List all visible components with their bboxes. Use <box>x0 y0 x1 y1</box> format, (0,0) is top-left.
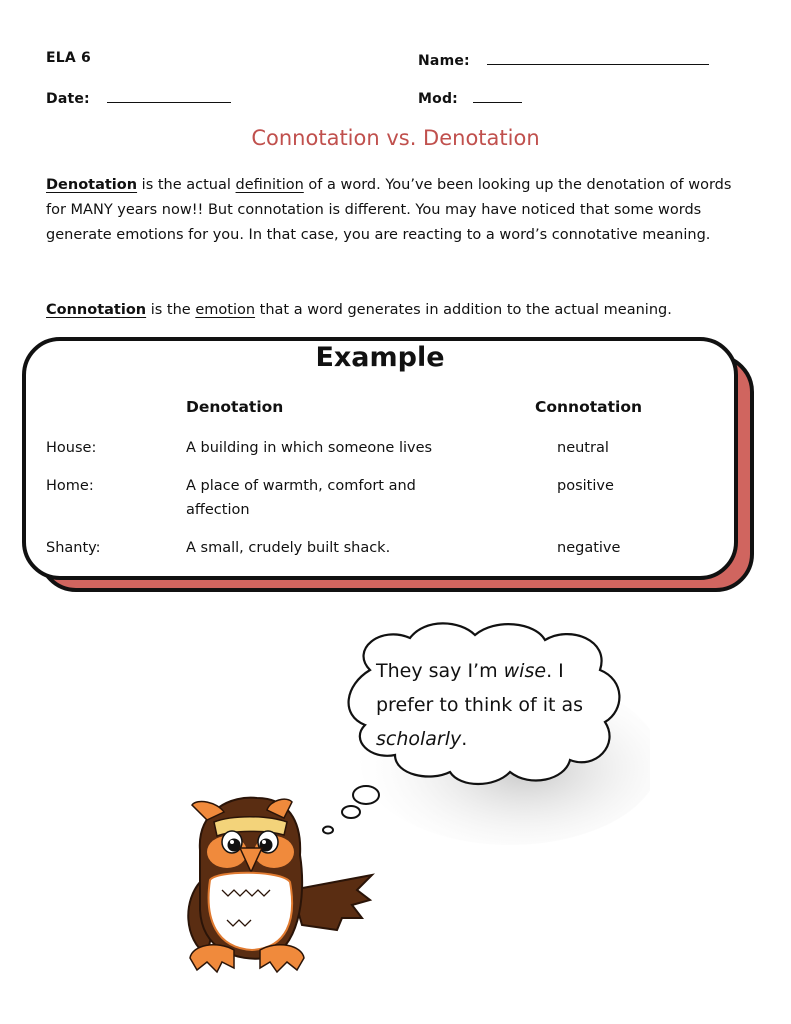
name-blank-line[interactable] <box>487 50 709 65</box>
name-field[interactable] <box>418 50 709 69</box>
connotation-term: Connotation <box>46 302 147 318</box>
paragraph-text: is the <box>146 302 196 318</box>
paragraph-text: is the actual <box>137 177 236 193</box>
denotation-term: Denotation <box>46 177 138 193</box>
denotation-paragraph <box>46 173 746 248</box>
class-label: ELA 6 <box>46 50 91 66</box>
bubble-line-2: prefer to think of it as <box>376 694 584 716</box>
column-header-connotation: Connotation <box>535 398 643 416</box>
mod-field[interactable] <box>418 88 522 107</box>
name-label: Name: <box>418 53 470 69</box>
row-word: Shanty: <box>46 540 101 556</box>
owl-icon <box>172 790 377 980</box>
row-denotation: A place of warmth, comfort and affection <box>186 478 416 518</box>
bubble-line-1: They say I’m wise. I <box>376 660 564 682</box>
paragraph-text: that a word generates in addition to the actual meaning. <box>255 302 672 318</box>
row-connotation: negative <box>557 540 621 556</box>
thought-bubble-text <box>376 654 616 756</box>
row-word: Home: <box>46 478 94 494</box>
row-denotation: A small, crudely built shack. <box>186 540 391 556</box>
example-title: Example <box>315 342 445 373</box>
row-denotation: A building in which someone lives <box>186 440 433 456</box>
definition-keyword: definition <box>235 177 304 193</box>
date-label: Date: <box>46 91 90 107</box>
paragraph-text: of a word. You’ve been looking up the denotation of words for MANY years now!! But connotation is different. You may have noticed that some words generate emotions for you. In that case, you are reacting to a word’s connotative meaning. <box>46 177 732 243</box>
column-header-denotation: Denotation <box>186 398 284 416</box>
date-blank-line[interactable] <box>107 88 231 103</box>
date-field[interactable] <box>46 88 231 107</box>
emotion-keyword: emotion <box>195 302 256 318</box>
connotation-paragraph <box>46 298 746 323</box>
bubble-line-3: scholarly. <box>376 728 468 750</box>
mod-blank-line[interactable] <box>473 88 522 103</box>
row-word: House: <box>46 440 97 456</box>
row-connotation: neutral <box>557 440 609 456</box>
mod-label: Mod: <box>418 91 458 107</box>
page-title: Connotation vs. Denotation <box>251 126 540 150</box>
row-connotation: positive <box>557 478 614 494</box>
